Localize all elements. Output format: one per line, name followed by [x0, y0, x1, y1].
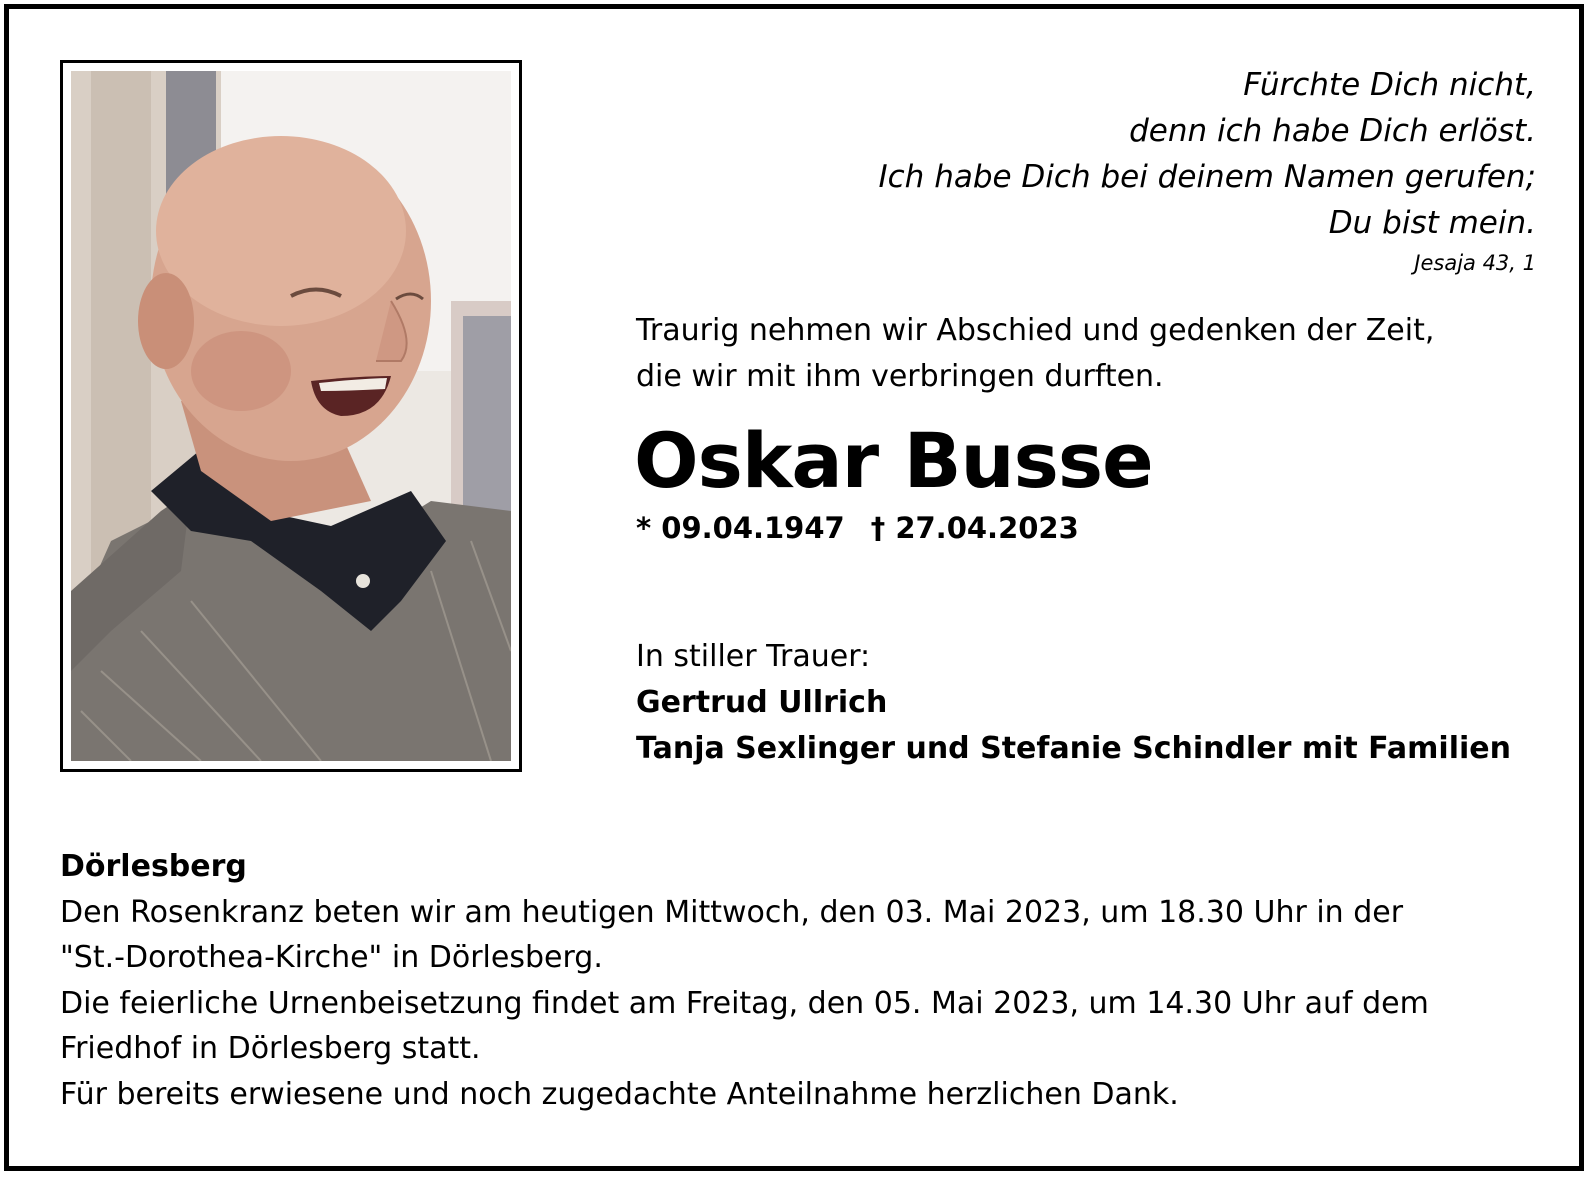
notice-line: "St.-Dorothea-Kirche" in Dörlesberg.	[60, 940, 603, 975]
portrait-frame	[60, 60, 522, 772]
intro-line: die wir mit ihm verbringen durften.	[636, 359, 1164, 394]
verse-reference: Jesaja 43, 1	[1414, 251, 1536, 275]
place-heading: Dörlesberg	[60, 849, 247, 884]
mourners-label: In stiller Trauer:	[636, 639, 871, 674]
verse-line: Du bist mein.	[1328, 205, 1536, 241]
life-dates	[636, 508, 1079, 548]
intro-text	[636, 308, 1434, 400]
death-date: † 27.04.2023	[870, 511, 1079, 545]
verse-line: Fürchte Dich nicht,	[1243, 67, 1536, 103]
verse-line: Ich habe Dich bei deinem Namen gerufen;	[878, 159, 1536, 195]
verse-line: denn ich habe Dich erlöst.	[1129, 113, 1536, 149]
service-notice	[60, 844, 1530, 1117]
notice-line: Die feierliche Urnenbeisetzung findet am Freitag, den 05. Mai 2023, um 14.30 Uhr auf dem	[60, 985, 1429, 1021]
notice-line: Friedhof in Dörlesberg statt.	[60, 1031, 481, 1066]
mourner-name: Gertrud Ullrich	[636, 685, 888, 720]
bible-verse	[836, 62, 1536, 278]
birth-date: * 09.04.1947	[636, 511, 845, 545]
mourners-block	[636, 634, 1511, 772]
notice-line: Den Rosenkranz beten wir am heutigen Mittwoch, den 03. Mai 2023, um 18.30 Uhr in der	[60, 894, 1404, 930]
intro-line: Traurig nehmen wir Abschied und gedenken der Zeit,	[636, 313, 1435, 348]
notice-line: Für bereits erwiesene und noch zugedachte Anteilnahme herzlichen Dank.	[60, 1076, 1179, 1112]
portrait-photo	[71, 71, 511, 761]
mourner-name: Tanja Sexlinger und Stefanie Schindler mit Familien	[636, 731, 1511, 766]
deceased-name: Oskar Busse	[634, 416, 1153, 505]
